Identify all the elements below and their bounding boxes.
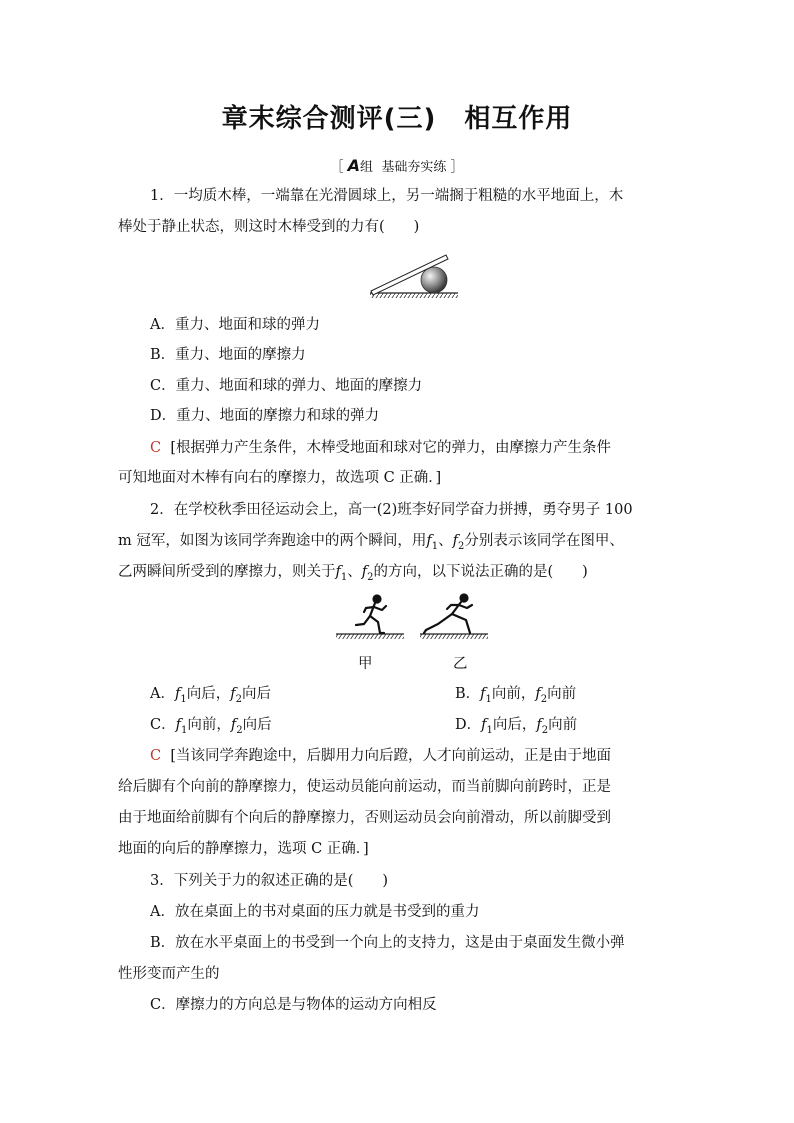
q2-runner-figure-jia (334, 592, 406, 642)
group-letter: A (347, 156, 361, 175)
q1-stem-line-1: 1．一均质木棒，一端靠在光滑圆球上，另一端搁于粗糙的水平地面上，木 (150, 188, 624, 204)
comma: 、 (438, 533, 453, 549)
q3-option-a: A．放在桌面上的书对桌面的压力就是书受到的重力 (150, 904, 480, 920)
q2-stem-line-1: 2．在学校秋季田径运动会上，高一(2)班李好同学奋力拼搏，勇夺男子 100 (150, 502, 633, 518)
q2-stem-2b: 分别表示该同学在图甲、 (464, 533, 624, 549)
q3-option-c: C．摩擦力的方向总是与物体的运动方向相反 (150, 997, 437, 1013)
q1-option-a: A．重力、地面和球的弹力 (150, 317, 320, 333)
title-sub: 相互作用 (464, 104, 573, 134)
sub-1: 1 (431, 540, 439, 552)
q2-stem-3a: 乙两瞬间所受到的摩擦力，则关于 (118, 564, 336, 580)
option-text: 向前 (547, 686, 577, 702)
q2-stem-2a: m 冠军，如图为该同学奔跑途中的两个瞬间，用 (118, 533, 427, 549)
sub-2: 2 (457, 540, 465, 552)
q3-stem: 3．下列关于力的叙述正确的是( ) (150, 873, 389, 889)
sym-f: f (536, 717, 542, 733)
sym-f: f (230, 717, 237, 733)
q2-answer-line-1 (150, 746, 611, 766)
title-main: 章末综合测评(三) (221, 104, 437, 134)
q1-rod-ball-figure (366, 247, 466, 303)
sub-2: 2 (236, 724, 243, 736)
q2-explanation-1: [当该同学奔跑途中，后脚用力向后蹬，人才向前运动，正是由于地面 (170, 748, 611, 764)
q2-runner-figure-yi (418, 592, 490, 642)
sym-f: f (480, 686, 486, 702)
sub-1: 1 (180, 693, 187, 705)
q2-figure-label-yi: 乙 (453, 656, 468, 672)
comma: 、 (347, 564, 362, 580)
ball (421, 267, 447, 293)
q2-option-c (150, 715, 272, 741)
option-text: 向后， (492, 717, 537, 733)
option-text: 向后 (241, 686, 271, 702)
q1-explanation-1: [根据弹力产生条件，木棒受地面和球对它的弹力，由摩擦力产生条件 (170, 440, 611, 456)
q2-stem-line-3 (118, 562, 588, 588)
q1-stem-line-2: 棒处于静止状态，则这时木棒受到的力有( ) (118, 219, 420, 235)
sub-2: 2 (540, 693, 548, 705)
sym-f: f (174, 686, 181, 702)
sub-2: 2 (235, 693, 242, 705)
sym-f: f (481, 717, 487, 733)
q2-stem-3b: 的方向，以下说法正确的是( ) (373, 564, 588, 580)
q3-option-b-line-1: B．放在水平桌面上的书受到一个向上的支持力，这是由于桌面发生微小弹 (150, 935, 625, 951)
sym-f: f (335, 564, 341, 580)
sym-f: f (426, 533, 432, 549)
q1-answer-letter: C (150, 440, 162, 456)
q2-option-a (150, 684, 271, 710)
q1-answer-line-1 (150, 438, 611, 458)
q2-answer-line-3: 由于地面给前脚有个向后的静摩擦力，否则运动员会向前滑动，所以前脚受到 (118, 810, 611, 826)
sub-2: 2 (367, 571, 374, 583)
sub-1: 1 (486, 724, 493, 736)
section-label: 基础夯实练 (381, 160, 447, 175)
bracket-open: ［ (330, 160, 344, 175)
q2-answer-letter: C (150, 748, 162, 764)
q1-option-d: D．重力、地面的摩擦力和球的弹力 (150, 408, 380, 424)
q1-answer-line-2: 可知地面对木棒有向右的摩擦力，故选项 C 正确．] (118, 470, 442, 486)
option-letter: B． (455, 686, 481, 702)
option-text: 向后， (186, 686, 231, 702)
q1-option-c: C．重力、地面和球的弹力、地面的摩擦力 (150, 378, 423, 394)
section-heading (0, 156, 794, 175)
page-title (0, 98, 794, 135)
q2-answer-line-4: 地面的向后的静摩擦力，选项 C 正确．] (118, 841, 369, 857)
option-text: 向前， (187, 717, 231, 733)
bracket-close: ］ (450, 160, 464, 175)
sym-f: f (535, 686, 541, 702)
q3-option-b-line-2: 性形变而产生的 (118, 966, 220, 982)
group-suffix: 组 (360, 160, 374, 175)
sub-2: 2 (541, 724, 549, 736)
sym-f: f (452, 533, 458, 549)
option-text: 向后 (242, 717, 272, 733)
sym-f: f (230, 686, 236, 702)
sub-1: 1 (340, 571, 348, 583)
q2-stem-line-2 (118, 531, 624, 557)
option-text: 向前， (491, 686, 536, 702)
option-letter: D． (455, 717, 482, 733)
sub-1: 1 (180, 724, 188, 736)
sub-1: 1 (485, 693, 492, 705)
option-text: 向前 (548, 717, 578, 733)
q2-figure-label-jia: 甲 (358, 656, 373, 672)
option-letter: A． (150, 686, 175, 702)
q2-option-d (455, 715, 577, 741)
q2-answer-line-2: 给后脚有个向前的静摩擦力，使运动员能向前运动，而当前脚向前跨时，正是 (118, 779, 611, 795)
sym-f: f (361, 564, 368, 580)
q2-option-b (455, 684, 576, 710)
option-letter: C． (150, 717, 176, 733)
sym-f: f (175, 717, 181, 733)
q1-option-b: B．重力、地面的摩擦力 (150, 347, 306, 363)
